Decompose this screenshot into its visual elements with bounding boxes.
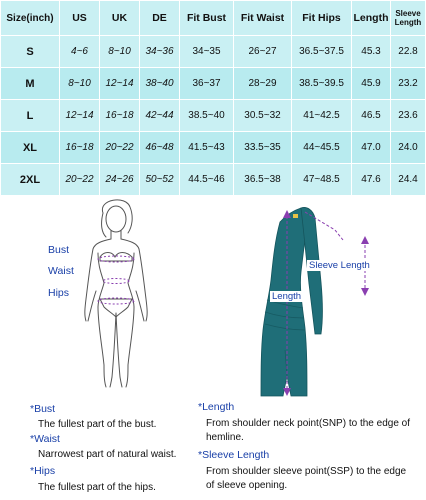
cell-size: 2XL bbox=[1, 164, 60, 196]
cell-fit-waist: 36.5~38 bbox=[234, 164, 292, 196]
cell-us: 20~22 bbox=[60, 164, 100, 196]
cell-size: XL bbox=[1, 132, 60, 164]
bust-definition-title: *Bust bbox=[30, 403, 56, 415]
cell-length: 47.0 bbox=[352, 132, 391, 164]
cell-uk: 16~18 bbox=[100, 100, 140, 132]
cell-uk: 12~14 bbox=[100, 68, 140, 100]
cell-size: M bbox=[1, 68, 60, 100]
cell-uk: 8~10 bbox=[100, 36, 140, 68]
table-row bbox=[1, 164, 426, 196]
cell-fit-bust: 34~35 bbox=[180, 36, 234, 68]
cell-fit-waist: 33.5~35 bbox=[234, 132, 292, 164]
cell-us: 8~10 bbox=[60, 68, 100, 100]
header-sleeve-length: Sleeve Length bbox=[391, 1, 426, 36]
cell-us: 16~18 bbox=[60, 132, 100, 164]
cell-fit-hips: 44~45.5 bbox=[292, 132, 352, 164]
length-label: Length bbox=[272, 291, 302, 302]
header-length: Length bbox=[352, 1, 391, 36]
bust-definition-text: The fullest part of the bust. bbox=[38, 419, 157, 430]
waist-definition-title: *Waist bbox=[30, 433, 60, 445]
cell-fit-waist: 30.5~32 bbox=[234, 100, 292, 132]
hips-label: Hips bbox=[48, 287, 70, 299]
cell-fit-hips: 47~48.5 bbox=[292, 164, 352, 196]
cell-de: 46~48 bbox=[140, 132, 180, 164]
cell-fit-hips: 38.5~39.5 bbox=[292, 68, 352, 100]
cell-sleeve-length: 24.0 bbox=[391, 132, 426, 164]
length-definition-title: *Length bbox=[198, 401, 235, 413]
cell-length: 45.9 bbox=[352, 68, 391, 100]
cell-fit-bust: 41.5~43 bbox=[180, 132, 234, 164]
cell-sleeve-length: 23.2 bbox=[391, 68, 426, 100]
table-row bbox=[1, 68, 426, 100]
table-row bbox=[1, 132, 426, 164]
hips-definition-title: *Hips bbox=[30, 465, 56, 477]
header-uk: UK bbox=[100, 1, 140, 36]
cell-fit-bust: 44.5~46 bbox=[180, 164, 234, 196]
hips-definition-text: The fullest part of the hips. bbox=[38, 482, 156, 493]
cell-fit-hips: 41~42.5 bbox=[292, 100, 352, 132]
size-chart-table bbox=[0, 0, 426, 196]
sleeve-length-label: Sleeve Length bbox=[309, 260, 370, 271]
cell-us: 4~6 bbox=[60, 36, 100, 68]
cell-size: L bbox=[1, 100, 60, 132]
cell-size: S bbox=[1, 36, 60, 68]
cell-de: 34~36 bbox=[140, 36, 180, 68]
table-row bbox=[1, 36, 426, 68]
cell-uk: 20~22 bbox=[100, 132, 140, 164]
header-fit-hips: Fit Hips bbox=[292, 1, 352, 36]
dress-icon bbox=[225, 200, 395, 400]
cell-de: 50~52 bbox=[140, 164, 180, 196]
cell-de: 42~44 bbox=[140, 100, 180, 132]
cell-de: 38~40 bbox=[140, 68, 180, 100]
header-us: US bbox=[60, 1, 100, 36]
cell-sleeve-length: 23.6 bbox=[391, 100, 426, 132]
cell-fit-bust: 38.5~40 bbox=[180, 100, 234, 132]
sleeve-length-definition-title: *Sleeve Length bbox=[198, 449, 270, 461]
table-row bbox=[1, 100, 426, 132]
cell-us: 12~14 bbox=[60, 100, 100, 132]
header-fit-waist: Fit Waist bbox=[234, 1, 292, 36]
waist-definition-text: Narrowest part of natural waist. bbox=[38, 449, 177, 460]
cell-length: 45.3 bbox=[352, 36, 391, 68]
cell-sleeve-length: 22.8 bbox=[391, 36, 426, 68]
cell-length: 47.6 bbox=[352, 164, 391, 196]
header-size: Size(inch) bbox=[1, 1, 60, 36]
cell-fit-hips: 36.5~37.5 bbox=[292, 36, 352, 68]
waist-label: Waist bbox=[48, 265, 74, 277]
length-definition-text: From shoulder neck point(SNP) to the edge of hemline. bbox=[206, 418, 410, 443]
table-header-row bbox=[1, 1, 426, 36]
cell-fit-bust: 36~37 bbox=[180, 68, 234, 100]
cell-fit-waist: 28~29 bbox=[234, 68, 292, 100]
header-de: DE bbox=[140, 1, 180, 36]
sleeve-length-definition-text: From shoulder sleeve point(SSP) to the edge of sleeve opening. bbox=[206, 466, 407, 491]
bust-label: Bust bbox=[48, 244, 70, 256]
cell-fit-waist: 26~27 bbox=[234, 36, 292, 68]
cell-uk: 24~26 bbox=[100, 164, 140, 196]
cell-length: 46.5 bbox=[352, 100, 391, 132]
cell-sleeve-length: 24.4 bbox=[391, 164, 426, 196]
header-fit-bust: Fit Bust bbox=[180, 1, 234, 36]
